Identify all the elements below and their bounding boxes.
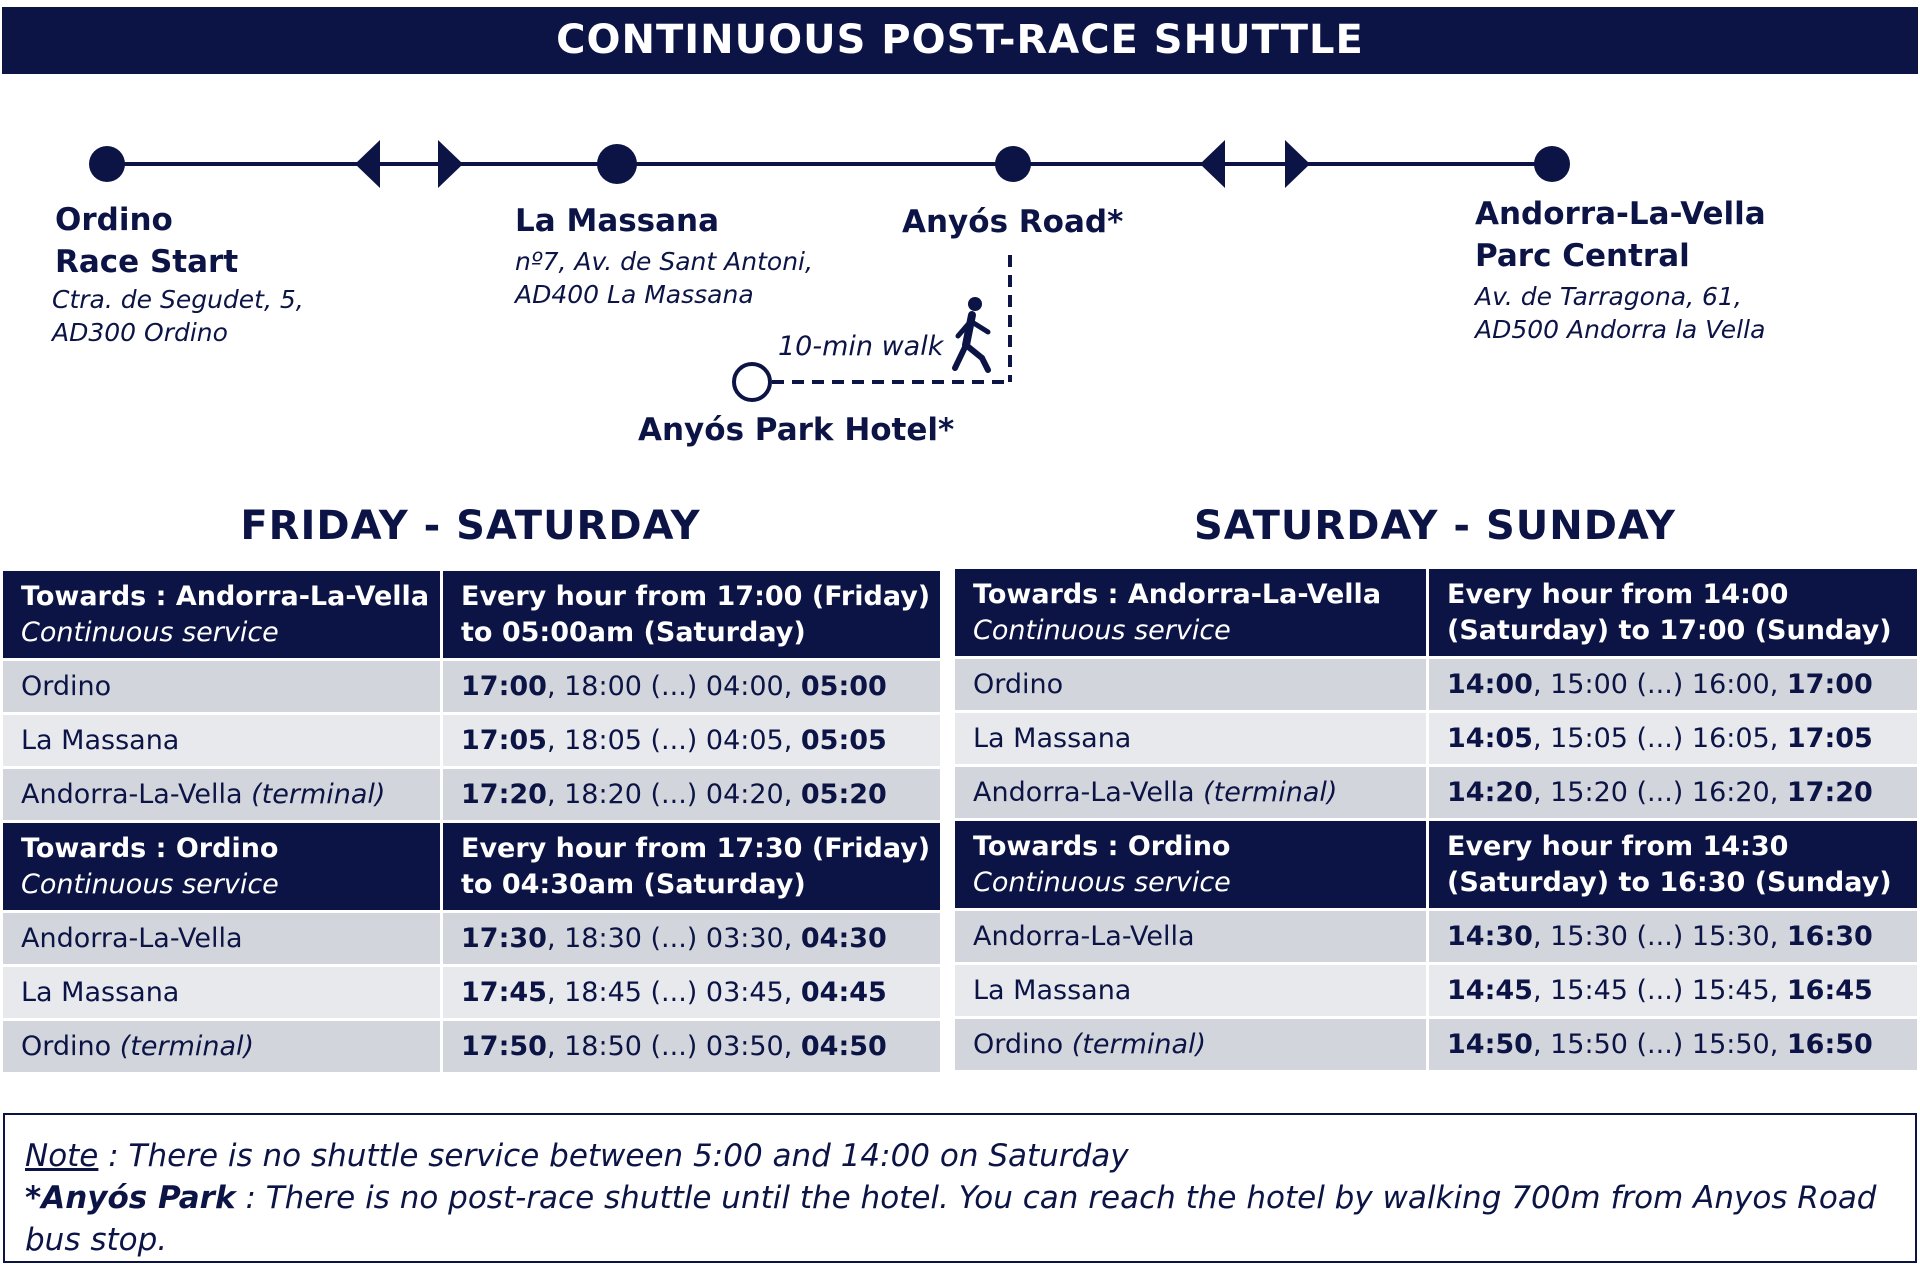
direction-towards: Towards : Ordino — [21, 832, 279, 864]
middle-times: , 15:30 (...) 15:30, — [1532, 921, 1787, 952]
table-row — [3, 769, 940, 823]
frequency-line-1: Every hour from 17:30 (Friday) — [461, 832, 931, 864]
first-time: 14:05 — [1447, 723, 1533, 754]
service-type: Continuous service — [21, 616, 279, 648]
table-row — [955, 1019, 1917, 1073]
times-cell — [1429, 911, 1917, 965]
stop-marker-la-massana — [597, 144, 637, 184]
frequency-cell — [443, 823, 940, 913]
stop-cell — [955, 659, 1429, 713]
schedule-title-sat-sun: SATURDAY - SUNDAY — [1193, 503, 1677, 549]
walking-person-icon — [955, 297, 988, 370]
last-time: 17:05 — [1786, 723, 1873, 754]
direction-towards: Towards : Andorra-La-Vella — [973, 578, 1382, 610]
hotel-name: Anyós Park Hotel* — [638, 412, 955, 448]
first-time: 14:45 — [1447, 975, 1533, 1006]
note-label: Note — [25, 1138, 99, 1174]
stop-cell — [3, 661, 443, 715]
frequency-line-1: Every hour from 14:00 — [1447, 578, 1789, 610]
stop-label: Ordino — [21, 671, 112, 702]
stop-cell — [3, 913, 443, 967]
stop-address-ordino-2: AD300 Ordino — [52, 318, 228, 347]
frequency-cell — [1429, 569, 1917, 659]
table-row — [3, 715, 940, 769]
note-line — [25, 1135, 1895, 1177]
stop-cell — [3, 715, 443, 769]
anyos-note-line — [25, 1177, 1895, 1261]
direction-towards: Towards : Ordino — [973, 830, 1231, 862]
middle-times: , 18:45 (...) 03:45, — [546, 977, 801, 1008]
stop-label: Andorra-La-Vella — [21, 779, 252, 810]
middle-times: , 18:05 (...) 04:05, — [546, 725, 801, 756]
stop-note: (terminal) — [1071, 1029, 1207, 1060]
last-time: 04:45 — [800, 977, 887, 1008]
schedule-table-fri-sat — [3, 571, 940, 1075]
times-cell — [443, 661, 940, 715]
table-row — [955, 767, 1917, 821]
direction-cell — [955, 569, 1429, 659]
stop-cell — [3, 967, 443, 1021]
stop-cell — [955, 713, 1429, 767]
last-time: 05:20 — [800, 779, 887, 810]
middle-times: , 15:20 (...) 16:20, — [1532, 777, 1787, 808]
arrow-left-icon — [1200, 140, 1225, 188]
stop-name-ordino: Ordino — [55, 202, 173, 238]
stop-label: Ordino — [973, 669, 1064, 700]
table-row — [3, 913, 940, 967]
last-time: 16:30 — [1786, 921, 1873, 952]
last-time: 16:50 — [1786, 1029, 1873, 1060]
frequency-line-2: (Saturday) to 16:30 (Sunday) — [1447, 866, 1892, 898]
times-cell — [443, 913, 940, 967]
schedule-table-sat-sun — [955, 569, 1917, 1073]
times-cell — [1429, 659, 1917, 713]
last-time: 17:20 — [1786, 777, 1873, 808]
service-type: Continuous service — [973, 614, 1231, 646]
middle-times: , 18:00 (...) 04:00, — [546, 671, 801, 702]
first-time: 17:05 — [461, 725, 547, 756]
stop-note: (terminal) — [119, 1031, 255, 1062]
table-row — [3, 967, 940, 1021]
table-row — [3, 661, 940, 715]
stop-address-andorra-1: Av. de Tarragona, 61, — [1475, 282, 1742, 311]
stop-address-la-massana-2: AD400 La Massana — [515, 280, 754, 309]
stop-label: La Massana — [973, 723, 1132, 754]
stop-note: (terminal) — [251, 779, 386, 810]
stop-name-andorra: Andorra-La-Vella — [1475, 196, 1766, 232]
first-time: 17:45 — [461, 977, 547, 1008]
stop-address-la-massana-1: nº7, Av. de Sant Antoni, — [515, 247, 813, 276]
stop-marker-andorra — [1534, 146, 1570, 182]
times-cell — [1429, 965, 1917, 1019]
table-row — [955, 911, 1917, 965]
schedule-title-fri-sat: FRIDAY - SATURDAY — [240, 503, 701, 549]
stop-subname-ordino: Race Start — [55, 244, 239, 280]
stop-cell — [955, 1019, 1429, 1073]
stop-label: La Massana — [21, 977, 180, 1008]
stop-label: La Massana — [973, 975, 1132, 1006]
last-time: 05:00 — [800, 671, 887, 702]
times-cell — [1429, 767, 1917, 821]
frequency-line-1: Every hour from 14:30 — [1447, 830, 1789, 862]
middle-times: , 15:50 (...) 15:50, — [1532, 1029, 1787, 1060]
stop-name-anyos-road: Anyós Road* — [902, 204, 1124, 240]
middle-times: , 15:45 (...) 15:45, — [1532, 975, 1787, 1006]
stop-subname-andorra: Parc Central — [1475, 238, 1690, 274]
direction-header — [3, 823, 940, 913]
walk-time-label: 10-min walk — [778, 331, 944, 362]
arrow-left-icon — [355, 140, 380, 188]
arrow-right-icon — [1285, 140, 1310, 188]
stop-cell — [955, 767, 1429, 821]
stop-marker-hotel — [734, 364, 770, 400]
stop-cell — [3, 769, 443, 823]
last-time: 16:45 — [1786, 975, 1873, 1006]
notes-box — [3, 1113, 1917, 1263]
stop-cell — [955, 965, 1429, 1019]
times-cell — [1429, 1019, 1917, 1073]
times-cell — [1429, 713, 1917, 767]
first-time: 14:20 — [1447, 777, 1533, 808]
stop-cell — [955, 911, 1429, 965]
direction-cell — [3, 823, 443, 913]
first-time: 17:00 — [461, 671, 547, 702]
stop-note: (terminal) — [1203, 777, 1338, 808]
times-cell — [443, 769, 940, 823]
service-type: Continuous service — [21, 868, 279, 900]
middle-times: , 15:05 (...) 16:05, — [1532, 723, 1787, 754]
stop-address-andorra-2: AD500 Andorra la Vella — [1475, 315, 1766, 344]
note-text: : There is no shuttle service between 5:00 and 14:00 on Saturday — [98, 1138, 1129, 1174]
frequency-cell — [1429, 821, 1917, 911]
table-row — [955, 965, 1917, 1019]
direction-cell — [955, 821, 1429, 911]
stop-label: Ordino — [21, 1031, 120, 1062]
table-row — [3, 1021, 940, 1075]
last-time: 17:00 — [1786, 669, 1873, 700]
frequency-line-2: to 05:00am (Saturday) — [461, 616, 806, 648]
frequency-line-2: (Saturday) to 17:00 (Sunday) — [1447, 614, 1892, 646]
direction-header — [955, 569, 1917, 659]
page-title: CONTINUOUS POST-RACE SHUTTLE — [2, 7, 1918, 74]
stop-marker-ordino — [89, 146, 125, 182]
stop-label: La Massana — [21, 725, 180, 756]
direction-header — [955, 821, 1917, 911]
stop-label: Ordino — [973, 1029, 1072, 1060]
middle-times: , 15:00 (...) 16:00, — [1532, 669, 1787, 700]
arrow-right-icon — [438, 140, 463, 188]
frequency-line-1: Every hour from 17:00 (Friday) — [461, 580, 931, 612]
service-type: Continuous service — [973, 866, 1231, 898]
last-time: 04:50 — [800, 1031, 887, 1062]
first-time: 14:50 — [1447, 1029, 1533, 1060]
direction-towards: Towards : Andorra-La-Vella — [21, 580, 430, 612]
direction-cell — [3, 571, 443, 661]
frequency-cell — [443, 571, 940, 661]
times-cell — [443, 967, 940, 1021]
first-time: 14:30 — [1447, 921, 1533, 952]
last-time: 05:05 — [800, 725, 887, 756]
first-time: 17:20 — [461, 779, 547, 810]
first-time: 17:50 — [461, 1031, 547, 1062]
table-row — [955, 659, 1917, 713]
middle-times: , 18:20 (...) 04:20, — [546, 779, 801, 810]
last-time: 04:30 — [800, 923, 887, 954]
stop-name-la-massana: La Massana — [515, 203, 720, 239]
stop-label: Andorra-La-Vella — [973, 921, 1195, 952]
route-diagram — [0, 0, 1920, 470]
middle-times: , 18:30 (...) 03:30, — [546, 923, 801, 954]
times-cell — [443, 715, 940, 769]
direction-header — [3, 571, 940, 661]
table-row — [955, 713, 1917, 767]
first-time: 17:30 — [461, 923, 547, 954]
stop-cell — [3, 1021, 443, 1075]
times-cell — [443, 1021, 940, 1075]
stop-address-ordino-1: Ctra. de Segudet, 5, — [52, 285, 304, 314]
stop-marker-anyos-road — [995, 146, 1031, 182]
middle-times: , 18:50 (...) 03:50, — [546, 1031, 801, 1062]
anyos-note-label: *Anyós Park — [25, 1180, 236, 1216]
stop-label: Andorra-La-Vella — [21, 923, 243, 954]
anyos-note-text: : There is no post-race shuttle until the hotel. You can reach the hotel by walking 700m from Anyos Road bus stop. — [25, 1180, 1877, 1258]
stop-label: Andorra-La-Vella — [973, 777, 1204, 808]
first-time: 14:00 — [1447, 669, 1533, 700]
frequency-line-2: to 04:30am (Saturday) — [461, 868, 806, 900]
